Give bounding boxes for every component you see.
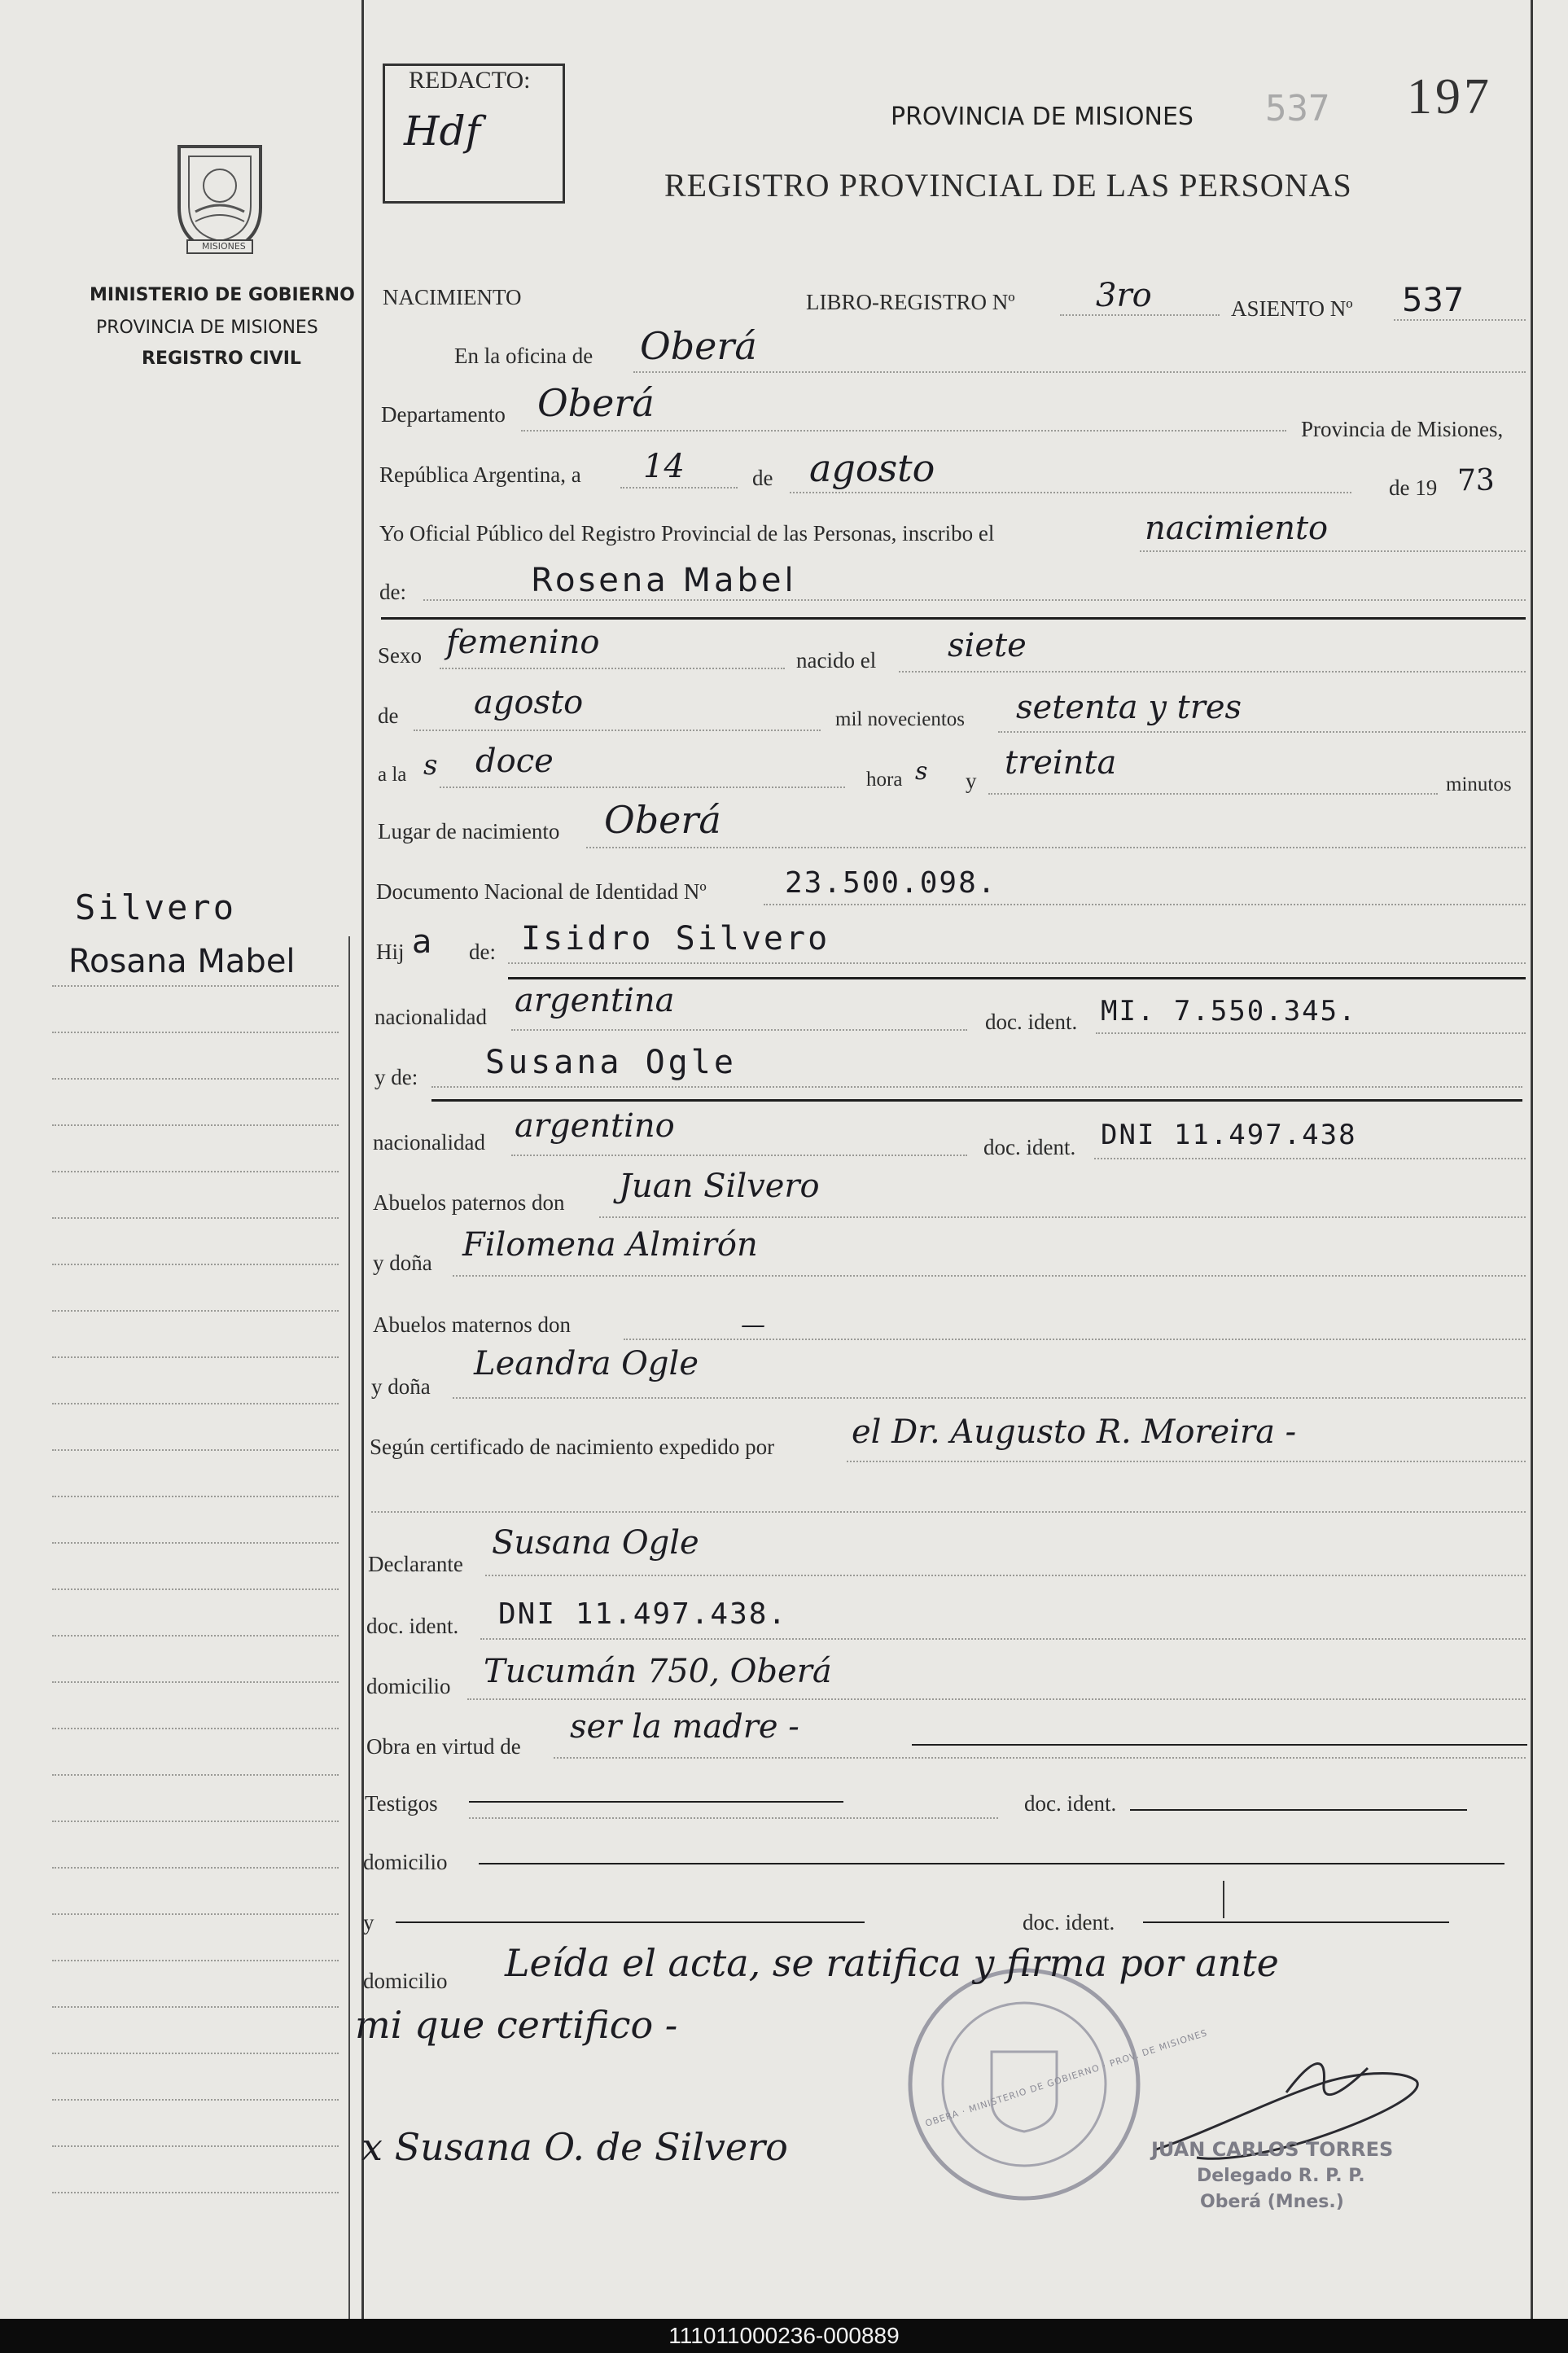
nacido-mes-line bbox=[414, 730, 821, 731]
domicilio-line bbox=[467, 1698, 1526, 1700]
minutos-label: minutos bbox=[1446, 773, 1512, 795]
domicilio-value: Tucumán 750, Oberá bbox=[484, 1653, 832, 1690]
margin-ruled-line bbox=[52, 1356, 339, 1358]
ydona2-label: y doña bbox=[371, 1374, 431, 1399]
declarante-line bbox=[485, 1575, 1526, 1576]
madre-value: Susana Ogle bbox=[485, 1044, 737, 1081]
page-number: 197 bbox=[1407, 69, 1492, 125]
padre-underline bbox=[508, 977, 1526, 979]
ministry-line3: REGISTRO CIVIL bbox=[142, 348, 301, 369]
madre-doc-value: DNI 11.497.438 bbox=[1101, 1119, 1357, 1151]
nacido-mes-value: agosto bbox=[474, 684, 584, 721]
stamp-number: 537 bbox=[1265, 88, 1330, 129]
margin-rule-inner bbox=[348, 936, 350, 2319]
margin-surname: Silvero bbox=[75, 887, 237, 927]
obra-rule bbox=[912, 1744, 1527, 1746]
dom3-label: domicilio bbox=[363, 1969, 448, 1993]
test-doc-line bbox=[1130, 1809, 1467, 1811]
domicilio-label: domicilio bbox=[366, 1674, 451, 1698]
margin-ruled-line bbox=[52, 1078, 339, 1080]
asiento-label: ASIENTO Nº bbox=[1231, 296, 1353, 321]
nombre-line bbox=[423, 599, 1526, 601]
certificado-line bbox=[847, 1461, 1526, 1462]
test-dom-label: domicilio bbox=[363, 1850, 448, 1874]
abuelo-pat-value: Juan Silvero bbox=[619, 1168, 820, 1205]
registry-title: REGISTRO PROVINCIAL DE LAS PERSONAS bbox=[664, 167, 1352, 204]
lugar-label: Lugar de nacimiento bbox=[378, 819, 560, 843]
ministry-seal bbox=[163, 130, 277, 261]
hij-suffix: a bbox=[412, 923, 432, 961]
testigos-dotline bbox=[469, 1817, 998, 1819]
margin-ruled-line bbox=[52, 2192, 339, 2193]
nombre-value: Rosena Mabel bbox=[531, 562, 797, 599]
ministry-line2: PROVINCIA DE MISIONES bbox=[96, 318, 318, 338]
libro-value: 3ro bbox=[1096, 277, 1152, 314]
docident1-label: doc. ident. bbox=[985, 1010, 1078, 1034]
nacido-anio-line bbox=[998, 731, 1526, 733]
margin-ruled-line bbox=[52, 1588, 339, 1590]
margin-ruled-line bbox=[52, 2006, 339, 2008]
margin-ruled-line bbox=[52, 1171, 339, 1172]
decl-doc-label: doc. ident. bbox=[366, 1614, 459, 1638]
certificado-value: el Dr. Augusto R. Moreira - bbox=[852, 1413, 1297, 1451]
mes-line bbox=[790, 492, 1351, 493]
margin-ruled-line bbox=[52, 1867, 339, 1869]
margin-ruled-line bbox=[52, 1960, 339, 1961]
libro-label: LIBRO-REGISTRO Nº bbox=[806, 290, 1015, 314]
abuelo-mat-value: — bbox=[741, 1311, 765, 1339]
margin-ruled-line bbox=[52, 1728, 339, 1729]
abuelos-pat-label: Abuelos paternos don bbox=[373, 1190, 565, 1215]
padre-line bbox=[508, 962, 1526, 964]
abuelo-pat-line bbox=[599, 1216, 1526, 1218]
padre-nac-value: argentina bbox=[515, 982, 675, 1019]
nacido-label: nacido el bbox=[796, 648, 877, 673]
margin-ruled-line bbox=[52, 1449, 339, 1451]
nacido-dia-value: siete bbox=[948, 627, 1027, 664]
nac2-label: nacionalidad bbox=[373, 1130, 485, 1155]
certificado-line2 bbox=[371, 1511, 1526, 1513]
margin-ruled-line bbox=[52, 1217, 339, 1219]
sexo-value: femenino bbox=[446, 624, 600, 661]
margin-given-names: Rosana Mabel bbox=[68, 943, 296, 980]
ministry-line1: MINISTERIO DE GOBIERNO bbox=[90, 285, 355, 305]
declarant-signature: x Susana O. de Silvero bbox=[361, 2125, 788, 2169]
page-right-rule bbox=[1531, 0, 1533, 2319]
official-seal bbox=[902, 1962, 1209, 2206]
abuela-pat-line bbox=[453, 1275, 1526, 1277]
dni-line bbox=[764, 904, 1526, 905]
decl-doc-value: DNI 11.497.438. bbox=[498, 1597, 788, 1631]
redacto-label: REDACTO: bbox=[409, 67, 531, 94]
y2-doc-line bbox=[1143, 1921, 1449, 1923]
hij-de-label: de: bbox=[469, 940, 496, 964]
departamento-line bbox=[521, 430, 1286, 432]
padre-doc-line bbox=[1096, 1032, 1526, 1034]
mil-label: mil novecientos bbox=[835, 708, 965, 730]
test-doc-label: doc. ident. bbox=[1024, 1791, 1117, 1816]
dni-label: Documento Nacional de Identidad Nº bbox=[376, 879, 707, 904]
margin-ruled-line bbox=[52, 1774, 339, 1776]
margin-ruled-line bbox=[52, 1310, 339, 1312]
margin-ruled-line bbox=[52, 1403, 339, 1404]
margin-ruled-line bbox=[52, 2145, 339, 2147]
margin-ruled-line bbox=[52, 1635, 339, 1637]
sexo-label: Sexo bbox=[378, 643, 422, 668]
padre-nac-line bbox=[511, 1029, 967, 1031]
margin-ruled-line bbox=[52, 2099, 339, 2101]
horas-label: hora bbox=[866, 769, 903, 791]
margin-ruled-line bbox=[52, 1821, 339, 1822]
margin-ruled-line bbox=[52, 1032, 339, 1033]
yde-label: y de: bbox=[374, 1065, 418, 1089]
margin-ruled-line bbox=[52, 1542, 339, 1544]
docident2-label: doc. ident. bbox=[983, 1135, 1076, 1159]
a-la-suffix: s bbox=[423, 749, 438, 782]
archive-code: 111011000236-000889 bbox=[668, 2323, 900, 2348]
padre-value: Isidro Silvero bbox=[521, 920, 830, 957]
acto-value: nacimiento bbox=[1145, 510, 1329, 547]
minutos-value: treinta bbox=[1005, 744, 1117, 782]
declarante-value: Susana Ogle bbox=[492, 1524, 699, 1562]
de2-label: de bbox=[378, 703, 399, 728]
asiento-value: 537 bbox=[1402, 282, 1465, 319]
dni-value: 23.500.098. bbox=[785, 866, 997, 900]
declarante-label: Declarante bbox=[368, 1552, 463, 1576]
a-la-label: a la bbox=[378, 764, 407, 786]
seal-text: MISIONES bbox=[202, 241, 246, 252]
libro-line bbox=[1060, 314, 1220, 316]
y2-label: y bbox=[363, 1910, 374, 1935]
y2-line bbox=[396, 1921, 865, 1923]
abuela-pat-value: Filomena Almirón bbox=[462, 1226, 758, 1264]
dia-value: 14 bbox=[643, 448, 685, 485]
closing-line2: mi que certifico - bbox=[355, 2003, 678, 2047]
abuelos-mat-label: Abuelos maternos don bbox=[373, 1312, 571, 1337]
abuela-mat-value: Leandra Ogle bbox=[474, 1345, 699, 1382]
decl-doc-line bbox=[480, 1638, 1526, 1640]
oficina-line bbox=[633, 371, 1526, 373]
horas-suffix: s bbox=[915, 757, 928, 786]
nac1-label: nacionalidad bbox=[374, 1005, 487, 1029]
province-heading: PROVINCIA DE MISIONES bbox=[891, 103, 1194, 131]
nacido-anio-value: setenta y tres bbox=[1016, 689, 1242, 726]
provincia-suffix: Provincia de Misiones, bbox=[1301, 417, 1504, 441]
oficina-label: En la oficina de bbox=[454, 344, 593, 368]
margin-ruled-line bbox=[52, 1496, 339, 1497]
y-label: y bbox=[966, 769, 977, 793]
madre-nac-line bbox=[511, 1155, 967, 1156]
margin-ruled-line bbox=[52, 1681, 339, 1683]
lugar-value: Oberá bbox=[604, 798, 721, 842]
archive-footer bbox=[0, 2319, 1568, 2353]
dia-line bbox=[620, 487, 738, 489]
oficina-value: Oberá bbox=[640, 324, 757, 368]
certificado-label: Según certificado de nacimiento expedido por bbox=[370, 1435, 775, 1459]
republica-label: República Argentina, a bbox=[379, 462, 581, 487]
mes-value: agosto bbox=[809, 446, 935, 490]
oficial-text: Yo Oficial Público del Registro Provincial de las Personas, inscribo el bbox=[379, 521, 995, 546]
madre-doc-line bbox=[1094, 1158, 1526, 1159]
margin-ruled-line bbox=[52, 1913, 339, 1915]
lugar-line bbox=[586, 847, 1526, 848]
departamento-label: Departamento bbox=[381, 402, 506, 427]
hora-value: doce bbox=[475, 743, 554, 780]
official-name: JUAN CARLOS TORRES bbox=[1151, 2138, 1394, 2161]
abuela-mat-line bbox=[453, 1397, 1526, 1399]
official-seal-text: OBERA · MINISTERIO DE GOBIERNO · PROV. DE MISIONES bbox=[923, 2027, 1209, 2129]
madre-underline bbox=[431, 1099, 1522, 1102]
record-type: NACIMIENTO bbox=[383, 285, 522, 309]
asiento-line bbox=[1394, 319, 1526, 321]
margin-ruled-line bbox=[52, 1124, 339, 1126]
redacto-initials: Hdf bbox=[404, 107, 481, 155]
hij-label: Hij bbox=[376, 940, 405, 964]
hora-line bbox=[440, 787, 845, 788]
departamento-value: Oberá bbox=[537, 381, 655, 425]
sexo-line bbox=[440, 668, 785, 669]
y2-doc-mark bbox=[1223, 1881, 1224, 1918]
closing-line1: Leída el acta, se ratifica y firma por ante bbox=[505, 1941, 1279, 1985]
de-label: de bbox=[752, 466, 773, 490]
margin-ruled-line bbox=[52, 2053, 339, 2054]
testigos-label: Testigos bbox=[365, 1791, 438, 1816]
nombre-underline bbox=[381, 617, 1526, 620]
acto-line bbox=[1140, 550, 1526, 552]
madre-line bbox=[431, 1086, 1522, 1088]
obra-value: ser la madre - bbox=[570, 1708, 799, 1746]
official-place: Oberá (Mnes.) bbox=[1200, 2192, 1344, 2212]
minutos-line bbox=[988, 793, 1438, 795]
y2-doc-label: doc. ident. bbox=[1023, 1910, 1115, 1935]
obra-line bbox=[554, 1757, 1526, 1759]
anio-prefix: de 19 bbox=[1389, 475, 1438, 500]
nacido-line bbox=[899, 671, 1526, 673]
anio-value: 73 bbox=[1457, 464, 1495, 497]
obra-label: Obra en virtud de bbox=[366, 1734, 521, 1759]
margin-ruled-line bbox=[52, 1264, 339, 1265]
test-dom-line bbox=[479, 1863, 1504, 1864]
madre-nac-value: argentino bbox=[515, 1107, 675, 1145]
official-title: Delegado R. P. P. bbox=[1197, 2166, 1365, 2186]
padre-doc-value: MI. 7.550.345. bbox=[1101, 995, 1357, 1028]
nombre-de-label: de: bbox=[379, 580, 406, 604]
ydona1-label: y doña bbox=[373, 1251, 432, 1275]
testigos-line bbox=[469, 1801, 843, 1803]
margin-ruled-line bbox=[52, 985, 339, 987]
